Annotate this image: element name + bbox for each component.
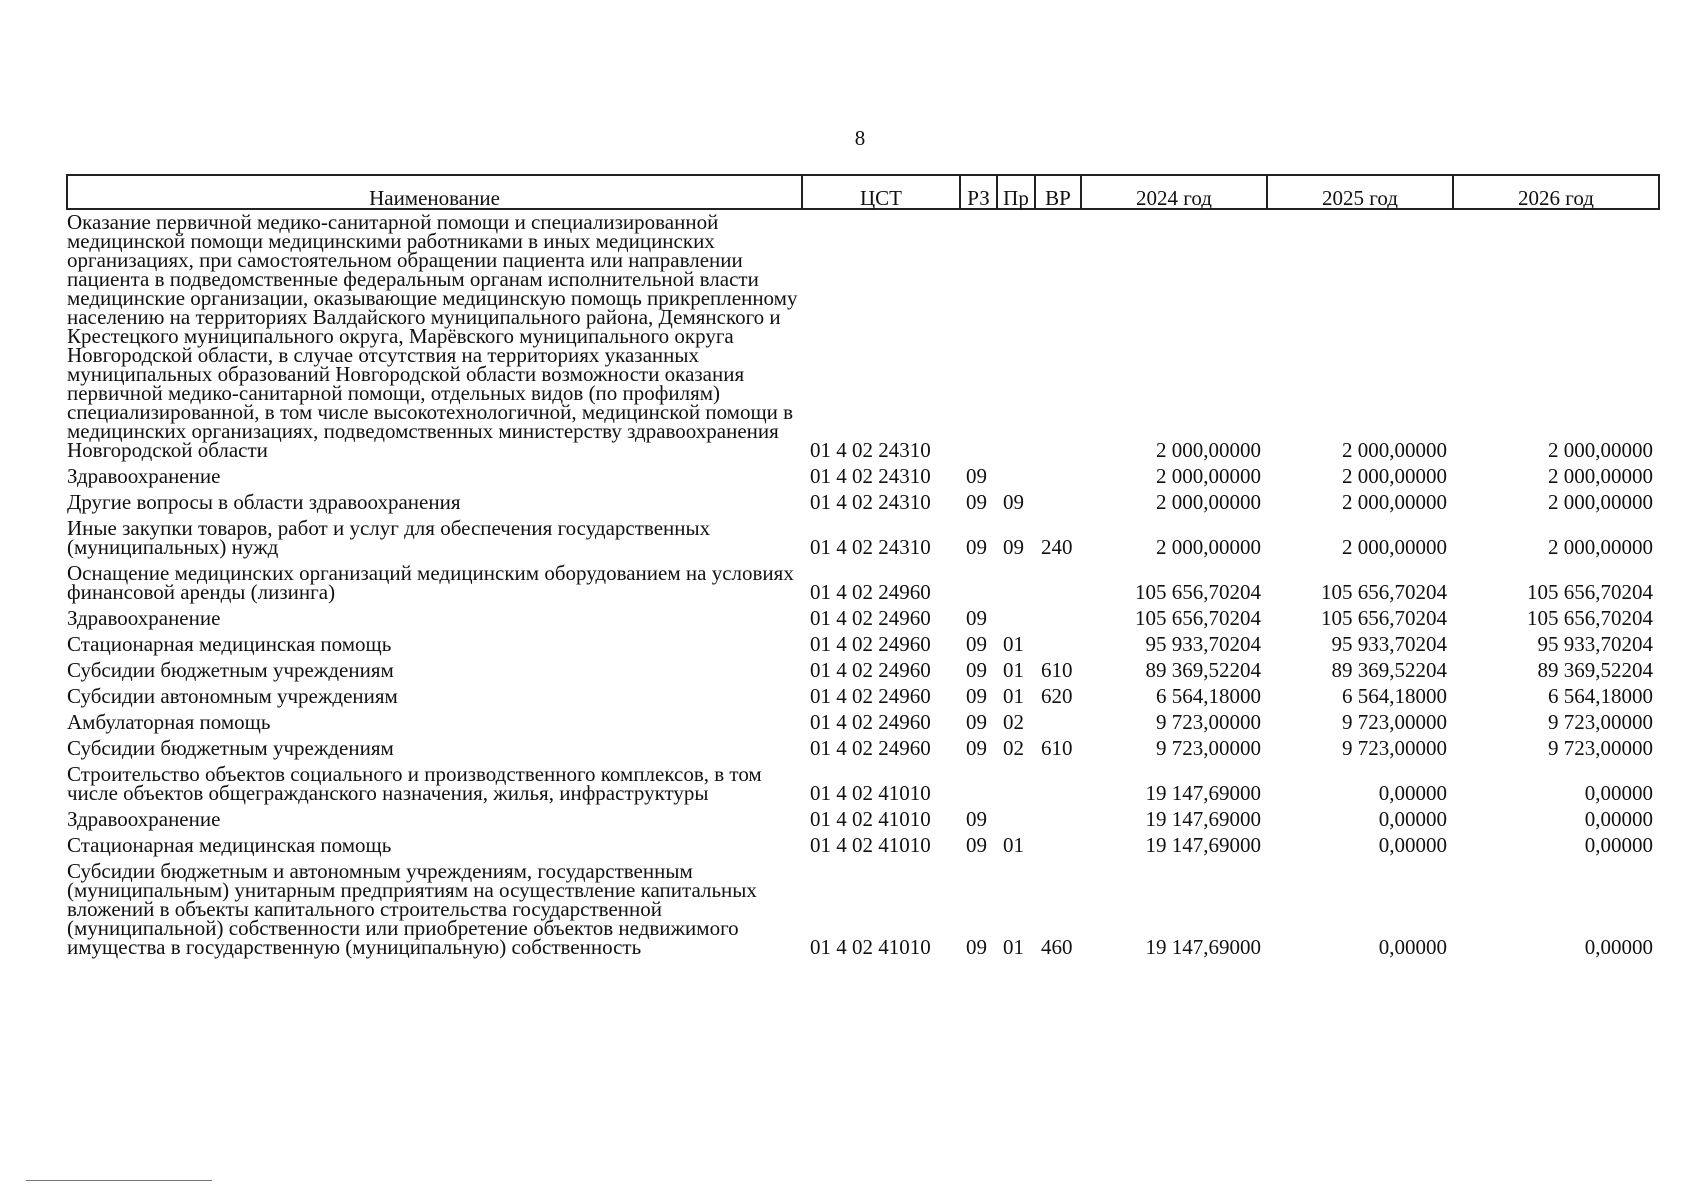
cell-pr: 09 <box>1003 535 1024 559</box>
cell-2025: 0,00000 <box>1378 781 1447 805</box>
table-body <box>67 209 1659 961</box>
cell-2025: 2 000,00000 <box>1342 438 1447 462</box>
cell-2026: 2 000,00000 <box>1548 438 1653 462</box>
cell-name: Строительство объектов социального и производственного комплексов, в том числе объектов общегражданского назначения, жилья, инфраструктуры <box>67 762 762 805</box>
table-row <box>67 561 1659 606</box>
cell-cst: 01 4 02 24310 <box>810 464 931 488</box>
cell-2024: 19 147,69000 <box>1145 833 1261 857</box>
cell-cst: 01 4 02 41010 <box>810 781 931 805</box>
cell-2024: 89 369,52204 <box>1145 658 1261 682</box>
cell-cst: 01 4 02 24960 <box>810 658 931 682</box>
table-row <box>67 762 1659 807</box>
cell-rz: 09 <box>966 807 987 831</box>
cell-2024: 2 000,00000 <box>1156 464 1261 488</box>
cell-2025: 0,00000 <box>1378 807 1447 831</box>
header-2025: 2025 год <box>1267 175 1453 209</box>
cell-pr <box>997 807 1035 833</box>
cell-cst: 01 4 02 24960 <box>810 710 931 734</box>
cell-cst: 01 4 02 24310 <box>810 438 931 462</box>
cell-cst: 01 4 02 24960 <box>810 606 931 630</box>
cell-name: Другие вопросы в области здравоохранения <box>67 490 461 514</box>
table-row <box>67 490 1659 516</box>
table-row <box>67 710 1659 736</box>
cell-2025: 6 564,18000 <box>1342 684 1447 708</box>
cell-2026: 2 000,00000 <box>1548 490 1653 514</box>
cell-rz <box>960 762 997 807</box>
cell-pr: 01 <box>1003 833 1024 857</box>
cell-rz: 09 <box>966 710 987 734</box>
header-pr: Пр <box>997 175 1035 209</box>
cell-rz <box>960 209 997 464</box>
cell-rz <box>960 561 997 606</box>
header-2026: 2026 год <box>1453 175 1659 209</box>
cell-2025: 2 000,00000 <box>1342 490 1447 514</box>
cell-pr <box>997 464 1035 490</box>
cell-2024: 105 656,70204 <box>1135 606 1261 630</box>
cell-pr: 01 <box>1003 658 1024 682</box>
cell-2026: 2 000,00000 <box>1548 464 1653 488</box>
cell-pr: 02 <box>1003 710 1024 734</box>
cell-2025: 9 723,00000 <box>1342 736 1447 760</box>
cell-vr: 240 <box>1041 535 1073 559</box>
cell-vr <box>1035 464 1081 490</box>
header-2024: 2024 год <box>1081 175 1267 209</box>
cell-name: Здравоохранение <box>67 464 221 488</box>
cell-vr: 610 <box>1041 658 1073 682</box>
cell-vr: 610 <box>1041 736 1073 760</box>
cell-vr: 620 <box>1041 684 1073 708</box>
cell-cst: 01 4 02 41010 <box>810 807 931 831</box>
cell-pr: 01 <box>1003 632 1024 656</box>
cell-name: Субсидии автономным учреждениям <box>67 684 398 708</box>
cell-2026: 0,00000 <box>1584 833 1653 857</box>
cell-cst: 01 4 02 41010 <box>810 935 931 959</box>
cell-2026: 105 656,70204 <box>1527 580 1653 604</box>
cell-name: Стационарная медицинская помощь <box>67 632 392 656</box>
cell-2024: 9 723,00000 <box>1156 710 1261 734</box>
cell-2024: 95 933,70204 <box>1145 632 1261 656</box>
footer-divider <box>26 1180 212 1181</box>
cell-rz: 09 <box>966 464 987 488</box>
cell-pr <box>997 606 1035 632</box>
cell-name: Оснащение медицинских организаций медицинским оборудованием на условиях финансовой аренды (лизинга) <box>67 561 794 604</box>
header-cst: ЦСТ <box>802 175 960 209</box>
cell-2026: 9 723,00000 <box>1548 736 1653 760</box>
table-row <box>67 807 1659 833</box>
cell-rz: 09 <box>966 490 987 514</box>
cell-pr <box>997 209 1035 464</box>
cell-2026: 9 723,00000 <box>1548 710 1653 734</box>
cell-rz: 09 <box>966 736 987 760</box>
cell-name: Стационарная медицинская помощь <box>67 833 392 857</box>
cell-rz: 09 <box>966 833 987 857</box>
cell-name: Оказание первичной медико-санитарной помощи и специализированной медицинской помощи медицинскими работниками в иных медицинских организациях, при самостоятельном обращении пациента или направлении пациента в подведомственные федеральным органам исполнительной власти медицинские организации, оказывающие медицинскую помощь прикрепленному населению на территориях Валдайского муниципального района, Демянского и Крестецкого муниципального округа, Марёвского муниципального округа Новгородской области, в случае отсутствия на территориях указанных муниципальных образований Новгородской области возможности оказания первичной медико-санитарной помощи, отдельных видов (по профилям) специализированной, в том числе высокотехнологичной, медицинской помощи в медицинских организациях, подведомственных министерству здравоохранения Новгородской области <box>67 210 798 462</box>
cell-vr <box>1035 833 1081 859</box>
header-rz: РЗ <box>960 175 997 209</box>
cell-name: Субсидии бюджетным и автономным учреждениям, государственным (муниципальным) унитарным предприятиям на осуществление капитальных вложений в объекты капитального строительства государственной (муниципальной) собственности или приобретение объектов недвижимого имущества в государственную (муниципальную) собственность <box>67 859 757 959</box>
cell-name: Здравоохранение <box>67 606 221 630</box>
cell-2024: 19 147,69000 <box>1145 781 1261 805</box>
cell-rz: 09 <box>966 935 987 959</box>
cell-cst: 01 4 02 24960 <box>810 684 931 708</box>
cell-2024: 19 147,69000 <box>1145 807 1261 831</box>
cell-pr: 01 <box>1003 684 1024 708</box>
table-row <box>67 658 1659 684</box>
cell-vr <box>1035 209 1081 464</box>
cell-2026: 95 933,70204 <box>1537 632 1653 656</box>
cell-2026: 0,00000 <box>1584 935 1653 959</box>
cell-2024: 6 564,18000 <box>1156 684 1261 708</box>
table-row <box>67 464 1659 490</box>
cell-pr: 02 <box>1003 736 1024 760</box>
cell-rz: 09 <box>966 535 987 559</box>
table-row <box>67 606 1659 632</box>
cell-2024: 19 147,69000 <box>1145 935 1261 959</box>
cell-cst: 01 4 02 41010 <box>810 833 931 857</box>
cell-cst: 01 4 02 24960 <box>810 736 931 760</box>
cell-vr <box>1035 807 1081 833</box>
cell-vr: 460 <box>1041 935 1073 959</box>
cell-2025: 2 000,00000 <box>1342 464 1447 488</box>
cell-vr <box>1035 561 1081 606</box>
header-name: Наименование <box>67 175 802 209</box>
cell-rz: 09 <box>966 658 987 682</box>
cell-rz: 09 <box>966 632 987 656</box>
cell-2025: 0,00000 <box>1378 935 1447 959</box>
cell-cst: 01 4 02 24960 <box>810 632 931 656</box>
cell-cst: 01 4 02 24310 <box>810 535 931 559</box>
cell-name: Субсидии бюджетным учреждениям <box>67 658 394 682</box>
cell-2025: 2 000,00000 <box>1342 535 1447 559</box>
cell-2025: 89 369,52204 <box>1331 658 1447 682</box>
table-row <box>67 632 1659 658</box>
table-row <box>67 516 1659 561</box>
cell-vr <box>1035 606 1081 632</box>
cell-2025: 105 656,70204 <box>1321 580 1447 604</box>
cell-2024: 2 000,00000 <box>1156 490 1261 514</box>
cell-pr <box>997 762 1035 807</box>
table-row <box>67 684 1659 710</box>
cell-2026: 6 564,18000 <box>1548 684 1653 708</box>
cell-name: Здравоохранение <box>67 807 221 831</box>
cell-2025: 0,00000 <box>1378 833 1447 857</box>
cell-vr <box>1035 710 1081 736</box>
cell-cst: 01 4 02 24310 <box>810 490 931 514</box>
page-number: 8 <box>854 126 866 150</box>
cell-2026: 89 369,52204 <box>1537 658 1653 682</box>
cell-2025: 105 656,70204 <box>1321 606 1447 630</box>
cell-2024: 2 000,00000 <box>1156 438 1261 462</box>
cell-name: Амбулаторная помощь <box>67 710 271 734</box>
cell-2024: 105 656,70204 <box>1135 580 1261 604</box>
cell-name: Субсидии бюджетным учреждениям <box>67 736 394 760</box>
table-row <box>67 859 1659 961</box>
cell-pr: 09 <box>1003 490 1024 514</box>
cell-2025: 95 933,70204 <box>1331 632 1447 656</box>
cell-2026: 2 000,00000 <box>1548 535 1653 559</box>
cell-rz: 09 <box>966 684 987 708</box>
table-row <box>67 736 1659 762</box>
cell-2026: 105 656,70204 <box>1527 606 1653 630</box>
cell-2026: 0,00000 <box>1584 807 1653 831</box>
cell-vr <box>1035 762 1081 807</box>
cell-vr <box>1035 490 1081 516</box>
cell-vr <box>1035 632 1081 658</box>
cell-2024: 2 000,00000 <box>1156 535 1261 559</box>
table-row <box>67 209 1659 464</box>
cell-2025: 9 723,00000 <box>1342 710 1447 734</box>
budget-table <box>66 174 1660 961</box>
cell-2026: 0,00000 <box>1584 781 1653 805</box>
cell-name: Иные закупки товаров, работ и услуг для обеспечения государственных (муниципальных) нужд <box>67 516 711 559</box>
cell-pr: 01 <box>1003 935 1024 959</box>
table-row <box>67 833 1659 859</box>
table-header <box>67 175 1659 209</box>
cell-pr <box>997 561 1035 606</box>
cell-rz: 09 <box>966 606 987 630</box>
cell-2024: 9 723,00000 <box>1156 736 1261 760</box>
cell-cst: 01 4 02 24960 <box>810 580 931 604</box>
header-vr: ВР <box>1035 175 1081 209</box>
